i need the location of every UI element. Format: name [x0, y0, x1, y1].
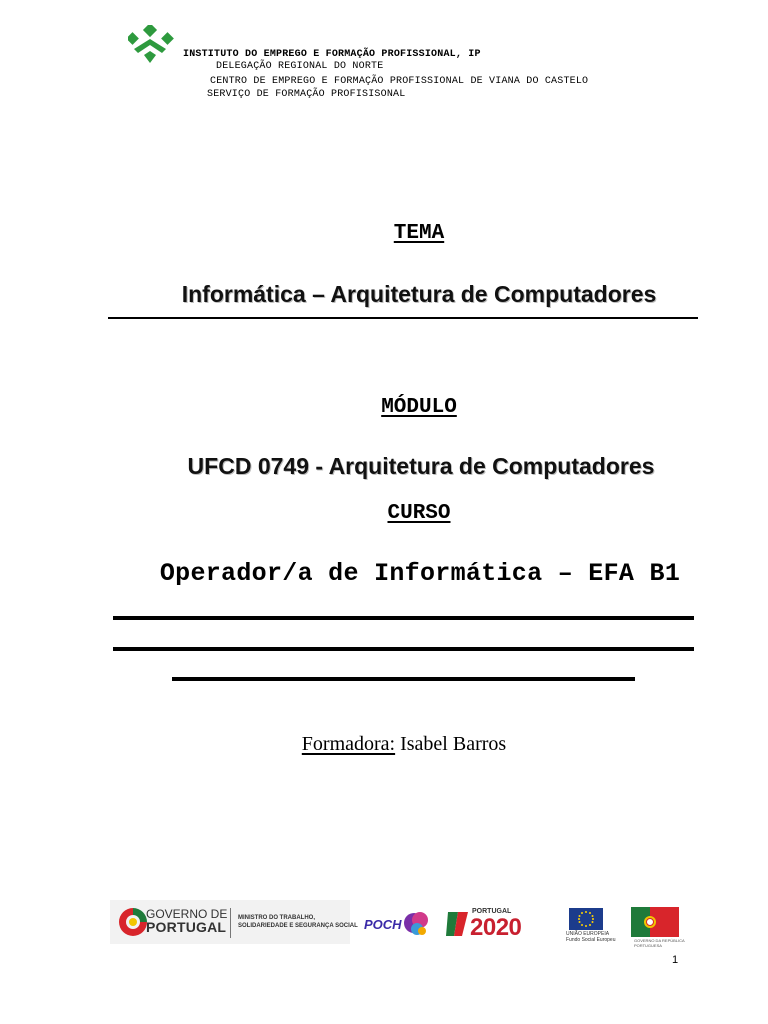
- portugal-emblem-icon: [116, 905, 150, 939]
- poch-mark-icon: [402, 907, 432, 941]
- portugal-2020-logo: [444, 906, 548, 942]
- portugal-flag-icon: [631, 907, 679, 937]
- poch-text: POCH: [364, 917, 402, 932]
- title-divider: [108, 317, 698, 319]
- gov-separator: [230, 908, 231, 938]
- header-centre: CENTRO DE EMPREGO E FORMAÇÃO PROFISSIONAL DE VIANA DO CASTELO: [210, 76, 589, 87]
- curso-label: CURSO: [387, 502, 451, 525]
- ministry-line1: MINISTRO DO TRABALHO,: [238, 915, 315, 921]
- pt-line1: GOVERNO DA REPÚBLICA: [634, 938, 685, 943]
- eu-text: [566, 931, 615, 943]
- header-delegation: DELEGAÇÃO REGIONAL DO NORTE: [216, 61, 384, 72]
- modulo-title: UFCD 0749 - Arquitetura de Computadores: [187, 453, 655, 479]
- gov-line1: GOVERNO DE: [146, 907, 228, 921]
- tema-label: TEMA: [393, 222, 445, 245]
- pt-text: [634, 938, 685, 948]
- p2020-big: 2020: [470, 914, 522, 941]
- gov-line2: PORTUGAL: [146, 919, 227, 935]
- iefp-logo: [128, 25, 174, 65]
- poch-logo: [362, 905, 434, 945]
- modulo-label: MÓDULO: [381, 396, 457, 419]
- trainer-name: Isabel Barros: [400, 733, 507, 755]
- ministry-text: [238, 914, 358, 930]
- blank-line-2: [113, 647, 694, 651]
- trainer-label: Formadora:: [301, 733, 396, 755]
- trainer: [20, 733, 768, 756]
- blank-line-3: [172, 677, 635, 681]
- portugal-republic-logo: [630, 906, 685, 948]
- ministry-line2: SOLIDARIEDADE E SEGURANÇA SOCIAL: [238, 923, 358, 929]
- p2020-small: PORTUGAL: [472, 908, 512, 915]
- eu-flag-icon: [569, 908, 603, 930]
- curso-title: Operador/a de Informática – EFA B1: [159, 559, 681, 588]
- governo-portugal-logo: [110, 900, 358, 944]
- gov-text: [146, 908, 227, 935]
- header-institute: INSTITUTO DO EMPREGO E FORMAÇÃO PROFISSIONAL, IP: [183, 49, 481, 60]
- eu-line2: Fundo Social Europeu: [566, 937, 616, 943]
- pt-line2: PORTUGUESA: [634, 943, 662, 948]
- page-number: 1: [672, 954, 679, 966]
- blank-line-1: [113, 616, 694, 620]
- portugal-2020-emblem-icon: [444, 910, 470, 938]
- tema-title: Informática – Arquitetura de Computadores: [181, 281, 657, 307]
- eu-line1: UNIÃO EUROPEIA: [566, 931, 610, 937]
- header-service: SERVIÇO DE FORMAÇÃO PROFISISONAL: [207, 89, 406, 100]
- eu-logo: [566, 906, 616, 946]
